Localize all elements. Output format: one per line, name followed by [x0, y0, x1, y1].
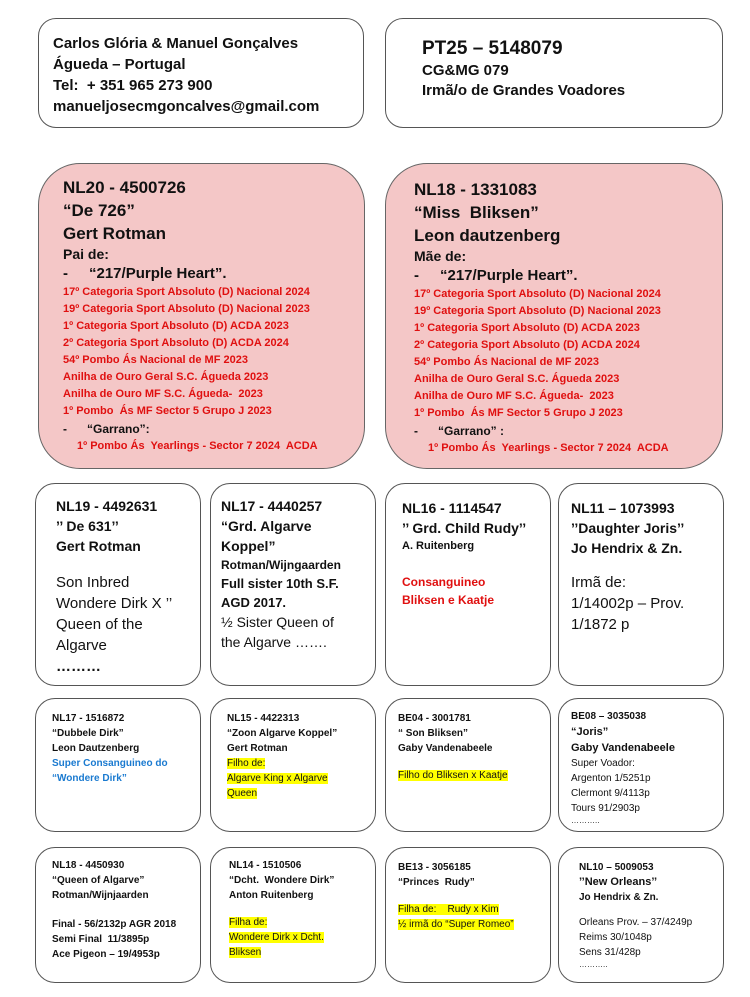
ggp-ring: BE04 - 3001781	[398, 713, 471, 724]
sire-child2-result: 1º Pombo Ás Yearlings - Sector 7 2024 ACDA	[77, 440, 318, 452]
grandparent-name-2: Koppel”	[221, 538, 276, 554]
grandparent-box-4	[558, 483, 724, 686]
note-line: Semi Final 11/3895p	[52, 934, 150, 945]
bird-ring: PT25 – 5148079	[422, 38, 563, 59]
sire-result: 2º Categoria Sport Absoluto (D) ACDA 2024	[63, 337, 289, 349]
dam-result: 19º Categoria Sport Absoluto (D) Nacional 2023	[414, 305, 661, 317]
great-grandparent-box-3	[385, 698, 551, 832]
ggp-highlight: Filha de: Rudy x Kim	[398, 904, 499, 915]
grandparent-red-note: Bliksen e Kaatje	[402, 593, 495, 607]
sire-child1: - “217/Purple Heart”.	[63, 264, 364, 284]
ggp-name: “Zoon Algarve Koppel”	[227, 728, 338, 739]
note-line: Orleans Prov. – 37/4249p	[579, 917, 693, 928]
note-line: Son Inbred	[56, 574, 130, 591]
dam-result: 1º Pombo Ás MF Sector 5 Grupo J 2023	[414, 407, 623, 419]
ggp-breeder: Gaby Vandenabeele	[571, 742, 675, 754]
ggp-name: “Joris”	[571, 726, 609, 738]
grandparent-ring: NL16 - 1114547	[402, 500, 502, 516]
ggp-name: “ Son Bliksen”	[398, 728, 469, 739]
ggp-highlight: Algarve King x Algarve	[227, 773, 328, 784]
owner-location: Águeda – Portugal	[53, 56, 186, 73]
note-line: Queen of the	[56, 616, 143, 633]
ggp-name: ’’New Orleans’’	[579, 876, 658, 888]
ggp-breeder: Jo Hendrix & Zn.	[579, 892, 659, 903]
grandparent-name: “Grd. Algarve	[221, 518, 312, 534]
note-line: ………..	[579, 960, 608, 969]
sire-result: 1º Pombo Ás MF Sector 5 Grupo J 2023	[63, 405, 272, 417]
sire-result: 54º Pombo Ás Nacional de MF 2023	[63, 354, 248, 366]
ggp-breeder: Gaby Vandenabeele	[398, 743, 493, 754]
great-grandparent-box-5	[35, 847, 201, 983]
sire-result: Anilha de Ouro Geral S.C. Águeda 2023	[63, 371, 269, 383]
note-line: Tours 91/2903p	[571, 803, 640, 814]
dam-child2: - “Garrano” :	[414, 422, 722, 440]
owner-phone: Tel: + 351 965 273 900	[53, 77, 213, 94]
sire-child2: - “Garrano”:	[63, 420, 364, 438]
ggp-notes	[229, 915, 375, 960]
note-line: Reims 30/1048p	[579, 932, 652, 943]
ggp-highlight: Queen	[227, 788, 258, 799]
note-line: Irmã de:	[571, 574, 627, 591]
sire-result: 19º Categoria Sport Absoluto (D) Nacional 2023	[63, 303, 310, 315]
grandparent-box-3	[385, 483, 551, 686]
sire-ring: NL20 - 4500726	[63, 178, 186, 197]
great-grandparent-box-8	[558, 847, 724, 983]
dam-parent-label: Mãe de:	[414, 248, 467, 264]
note-line: Wondere Dirk X ’’	[56, 595, 173, 612]
sire-result: 17º Categoria Sport Absoluto (D) Nacional 2024	[63, 286, 310, 298]
ggp-breeder: Gert Rotman	[227, 743, 288, 754]
sire-result: 1º Categoria Sport Absoluto (D) ACDA 2023	[63, 320, 289, 332]
ggp-notes	[398, 902, 550, 932]
great-grandparent-box-6	[210, 847, 376, 983]
grandparent-box-2	[210, 483, 376, 686]
great-grandparent-box-7	[385, 847, 551, 983]
ggp-blue-note: “Wondere Dirk”	[52, 773, 127, 784]
dam-result: 2º Categoria Sport Absoluto (D) ACDA 2024	[414, 339, 640, 351]
note-line: Argenton 1/5251p	[571, 773, 651, 784]
note-line: 1/1872 p	[571, 616, 630, 633]
grandparent-name: ’’Daughter Joris’’	[571, 520, 685, 536]
dam-name: “Miss Bliksen”	[414, 203, 539, 222]
grandparent-red-note: Consanguineo	[402, 575, 486, 589]
dam-breeder: Leon dautzenberg	[414, 226, 561, 245]
note-line: Algarve	[56, 637, 107, 654]
grandparent-notes	[56, 572, 200, 677]
grandparent-ring: NL11 – 1073993	[571, 500, 675, 516]
note-line: Sens 31/428p	[579, 947, 641, 958]
ggp-name: “Dcht. Wondere Dirk”	[229, 875, 335, 886]
ggp-ring: NL18 - 4450930	[52, 860, 125, 871]
owner-names: Carlos Glória & Manuel Gonçalves	[53, 35, 299, 52]
ggp-ring: BE08 – 3035038	[571, 711, 647, 722]
ggp-ring: NL10 – 5009053	[579, 862, 654, 873]
note-line: 1/14002p – Prov.	[571, 595, 685, 612]
grandparent-highlight: Full sister 10th S.F.	[221, 576, 339, 591]
grandparent-ring: NL19 - 4492631	[56, 498, 158, 514]
grandparent-box-1	[35, 483, 201, 686]
ggp-ring: NL17 - 1516872	[52, 713, 125, 724]
owner-email: manueljosecmgoncalves@gmail.com	[53, 98, 320, 115]
ggp-ring: NL15 - 4422313	[227, 713, 300, 724]
note-line: ………	[56, 658, 101, 675]
ggp-breeder: Anton Ruitenberg	[229, 890, 314, 901]
ggp-highlight: Bliksen	[229, 947, 262, 958]
ggp-blue-note: Super Consanguineo do	[52, 758, 168, 769]
note-line: Clermont 9/4113p	[571, 788, 650, 799]
note-line: the Algarve …….	[221, 634, 327, 650]
owner-box	[38, 18, 364, 128]
note-line: Ace Pigeon – 19/4953p	[52, 949, 160, 960]
grandparent-breeder: A. Ruitenberg	[402, 540, 475, 552]
grandparent-name: ’’ Grd. Child Rudy’’	[402, 520, 527, 536]
ggp-highlight: ½ irmã do “Super Romeo”	[398, 919, 514, 930]
note-line: ½ Sister Queen of	[221, 614, 334, 630]
dam-result: 17º Categoria Sport Absoluto (D) Nacional 2024	[414, 288, 661, 300]
dam-result: Anilha de Ouro Geral S.C. Águeda 2023	[414, 373, 620, 385]
ggp-highlight: Wondere Dirk x Dcht.	[229, 932, 324, 943]
bird-description: Irmã/o de Grandes Voadores	[422, 82, 626, 99]
dam-results	[414, 286, 722, 422]
bird-box	[385, 18, 723, 128]
grandparent-notes	[571, 572, 723, 635]
ggp-notes	[52, 917, 200, 962]
dam-ring: NL18 - 1331083	[414, 180, 537, 199]
ggp-highlight: Filha de:	[229, 917, 268, 928]
note-line: Super Voador:	[571, 758, 635, 769]
grandparent-ring: NL17 - 4440257	[221, 498, 323, 514]
ggp-breeder: Rotman/Wijnjaarden	[52, 890, 149, 901]
sire-name: “De 726”	[63, 201, 135, 220]
ggp-highlight: Filho de:	[227, 758, 266, 769]
sire-box	[38, 163, 365, 469]
ggp-ring: NL14 - 1510506	[229, 860, 302, 871]
grandparent-breeder: Jo Hendrix & Zn.	[571, 540, 683, 556]
dam-box	[385, 163, 723, 469]
dam-child1: - “217/Purple Heart”.	[414, 266, 722, 286]
sire-results	[63, 284, 364, 420]
ggp-name: “Princes Rudy”	[398, 877, 475, 888]
ggp-ring: BE13 - 3056185	[398, 862, 471, 873]
note-line: Final - 56/2132p AGR 2018	[52, 919, 177, 930]
sire-result: Anilha de Ouro MF S.C. Águeda- 2023	[63, 388, 263, 400]
grandparent-highlight: AGD 2017.	[221, 595, 287, 610]
dam-result: 54º Pombo Ás Nacional de MF 2023	[414, 356, 599, 368]
ggp-notes	[579, 915, 723, 969]
ggp-name: “Queen of Algarve”	[52, 875, 145, 886]
great-grandparent-box-2	[210, 698, 376, 832]
great-grandparent-box-1	[35, 698, 201, 832]
great-grandparent-box-4	[558, 698, 724, 832]
sire-parent-label: Pai de:	[63, 246, 109, 262]
dam-result: Anilha de Ouro MF S.C. Águeda- 2023	[414, 390, 614, 402]
grandparent-name: ’’ De 631’’	[56, 518, 119, 534]
grandparent-breeder: Rotman/Wijngaarden	[221, 558, 341, 572]
grandparent-breeder: Gert Rotman	[56, 538, 141, 554]
bird-code: CG&MG 079	[422, 62, 509, 79]
ggp-name: “Dubbele Dirk”	[52, 728, 124, 739]
dam-result: 1º Categoria Sport Absoluto (D) ACDA 2023	[414, 322, 640, 334]
ggp-highlight: Filho do Bliksen x Kaatje	[398, 770, 508, 781]
dam-child2-result: 1º Pombo Ás Yearlings - Sector 7 2024 ACDA	[428, 442, 669, 454]
note-line: ………..	[571, 816, 600, 825]
ggp-breeder: Leon Dautzenberg	[52, 743, 140, 754]
sire-breeder: Gert Rotman	[63, 224, 166, 243]
